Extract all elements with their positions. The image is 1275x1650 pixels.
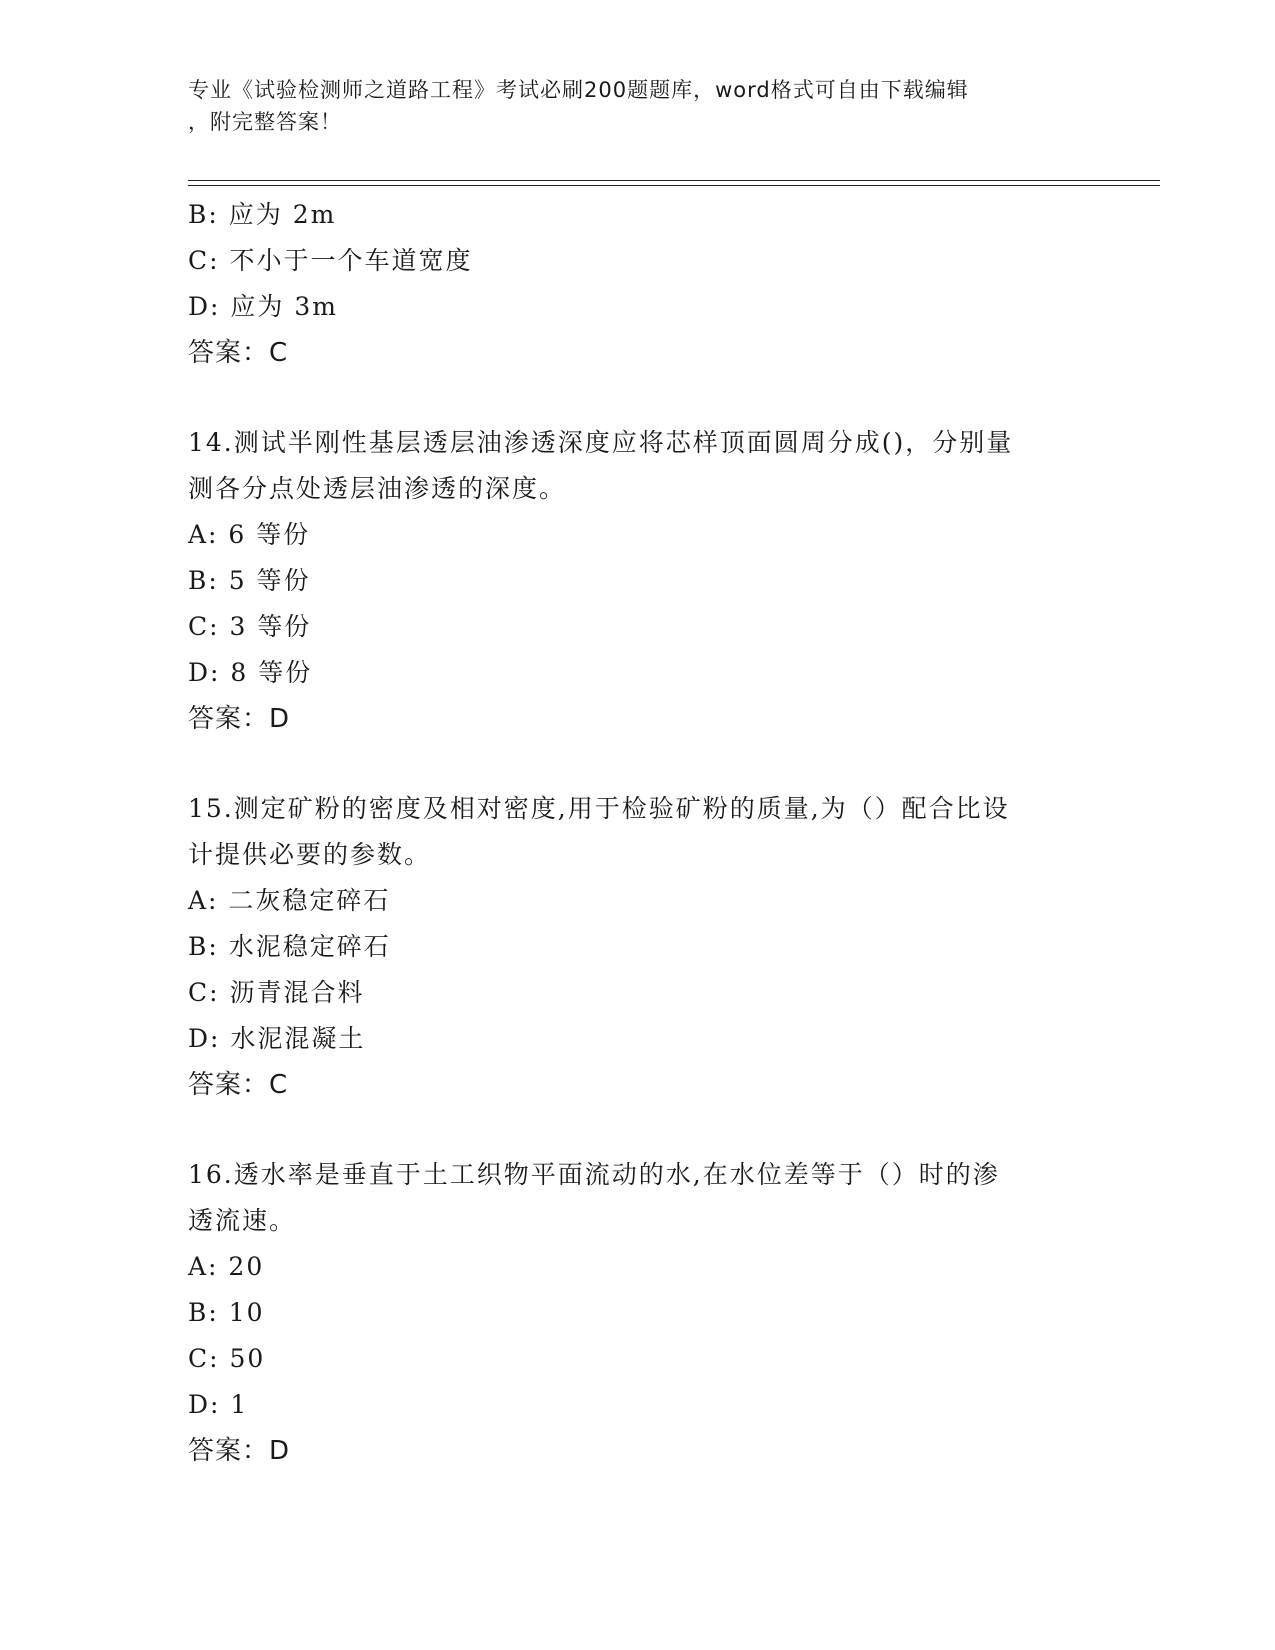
question-16 (188, 1152, 1088, 1474)
header-line-2: ，附完整答案！ (188, 110, 342, 134)
document-header (188, 74, 1068, 138)
question-text-line-2: 透流速。 (188, 1206, 297, 1235)
option-c: C: 50 (188, 1344, 266, 1373)
option-a: A: 二灰稳定碎石 (188, 886, 391, 915)
option-a: A: 6 等份 (188, 520, 311, 549)
header-line-1: 专业《试验检测师之道路工程》考试必刷200题题库，word格式可自由下载编辑 (188, 78, 969, 102)
question-text-line-2: 计提供必要的参数。 (188, 840, 432, 869)
option-b: B: 5 等份 (188, 566, 311, 595)
option-a: A: 20 (188, 1252, 265, 1281)
question-text-line-1: 16.透水率是垂直于土工织物平面流动的水,在水位差等于（）时的渗 (188, 1160, 1000, 1189)
spacer (188, 1108, 1088, 1152)
option-c: C: 不小于一个车道宽度 (188, 246, 473, 275)
spacer (188, 376, 1088, 420)
option-c: C: 3 等份 (188, 612, 312, 641)
option-d: D: 应为 3m (188, 292, 338, 321)
question-13-tail (188, 192, 1088, 376)
option-d: D: 8 等份 (188, 658, 313, 687)
question-14 (188, 420, 1088, 742)
answer-line: 答案：C (188, 338, 289, 368)
question-text-line-1: 15.测定矿粉的密度及相对密度,用于检验矿粉的质量,为（）配合比设 (188, 794, 1010, 823)
option-b: B: 水泥稳定碎石 (188, 932, 391, 961)
option-b: B: 应为 2m (188, 200, 337, 229)
answer-line: 答案：D (188, 1436, 291, 1466)
answer-line: 答案：D (188, 704, 291, 734)
option-c: C: 沥青混合料 (188, 978, 365, 1007)
question-text-line-1: 14.测试半刚性基层透层油渗透深度应将芯样顶面圆周分成()，分别量 (188, 428, 1014, 457)
header-divider-bottom (188, 185, 1160, 186)
question-text-line-2: 测各分点处透层油渗透的深度。 (188, 474, 567, 503)
question-15 (188, 786, 1088, 1108)
option-d: D: 水泥混凝土 (188, 1024, 366, 1053)
spacer (188, 742, 1088, 786)
option-d: D: 1 (188, 1390, 249, 1419)
answer-line: 答案：C (188, 1070, 289, 1100)
document-body (188, 192, 1088, 1474)
header-divider-top (188, 180, 1160, 181)
option-b: B: 10 (188, 1298, 265, 1327)
